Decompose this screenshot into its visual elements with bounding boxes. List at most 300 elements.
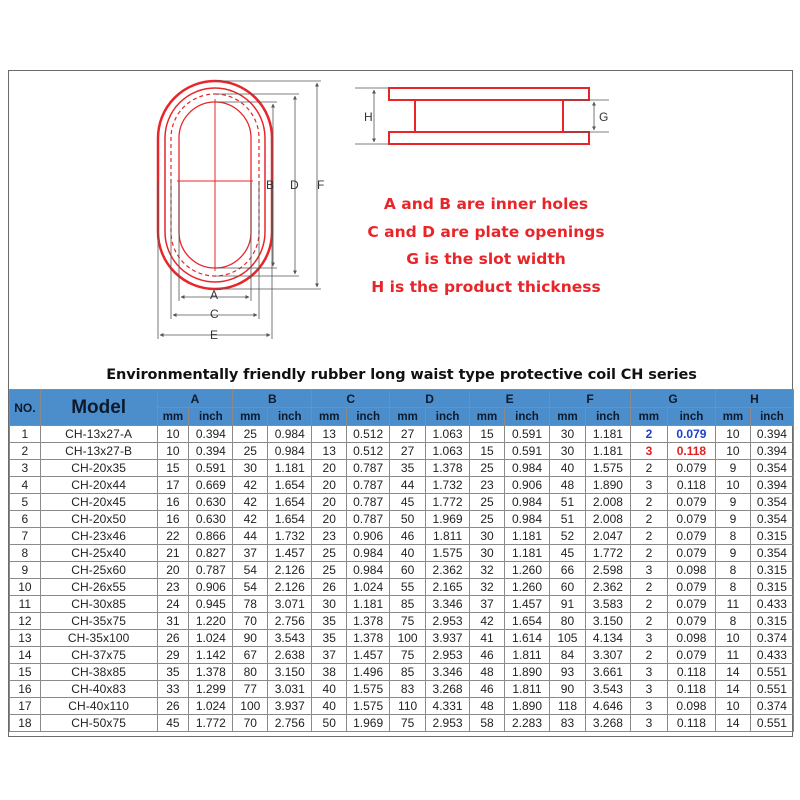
value-cell: 0.098 [667,562,715,579]
value-cell: 33 [157,681,189,698]
value-cell: 1.260 [504,562,549,579]
value-cell: 1.575 [347,698,390,715]
value-cell: 44 [233,528,268,545]
value-cell: 91 [550,596,586,613]
value-cell: 0.315 [750,562,793,579]
value-cell: 10 [716,698,751,715]
value-cell: 8 [716,579,751,596]
value-cell: 0.118 [667,443,715,460]
value-cell: 0.787 [347,460,390,477]
value-cell: 1.654 [268,511,312,528]
value-cell: 1.457 [268,545,312,562]
value-cell: 4.646 [585,698,630,715]
value-cell: 1.220 [189,613,233,630]
value-cell: 1.063 [426,426,470,443]
value-cell: 1.181 [504,528,549,545]
value-cell: 0.906 [189,579,233,596]
value-cell: 0.079 [667,579,715,596]
value-cell: 0.079 [667,613,715,630]
value-cell: 22 [157,528,189,545]
value-cell: 0.394 [750,426,793,443]
value-cell: 3.031 [268,681,312,698]
value-cell: 0.079 [667,460,715,477]
header-unit-inch: inch [585,408,630,426]
value-cell: 1.260 [504,579,549,596]
value-cell: 29 [157,647,189,664]
value-cell: 1.575 [426,545,470,562]
model-cell: CH-13x27-A [40,426,157,443]
header-unit-inch: inch [347,408,390,426]
value-cell: 3.268 [585,715,630,732]
table-row [10,630,794,647]
value-cell: 1.811 [426,528,470,545]
value-cell: 35 [312,613,347,630]
model-cell: CH-20x35 [40,460,157,477]
value-cell: 1.024 [189,698,233,715]
value-cell: 45 [550,545,586,562]
row-number: 17 [10,698,41,715]
dim-label-c: C [210,307,219,321]
value-cell: 55 [390,579,426,596]
model-cell: CH-35x75 [40,613,157,630]
table-row [10,477,794,494]
header-unit-inch: inch [268,408,312,426]
value-cell: 15 [470,426,505,443]
value-cell: 2.126 [268,562,312,579]
value-cell: 0.118 [667,477,715,494]
row-number: 7 [10,528,41,545]
value-cell: 75 [390,647,426,664]
row-number: 11 [10,596,41,613]
value-cell: 48 [470,698,505,715]
value-cell: 83 [390,681,426,698]
value-cell: 45 [390,494,426,511]
value-cell: 2 [630,460,667,477]
model-cell: CH-35x100 [40,630,157,647]
value-cell: 41 [470,630,505,647]
value-cell: 27 [390,443,426,460]
header-unit-mm: mm [233,408,268,426]
value-cell: 0.354 [750,460,793,477]
row-number: 9 [10,562,41,579]
value-cell: 0.098 [667,630,715,647]
row-number: 18 [10,715,41,732]
spec-sheet [8,70,793,737]
value-cell: 8 [716,528,751,545]
header-unit-inch: inch [426,408,470,426]
value-cell: 1.181 [347,596,390,613]
value-cell: 3.543 [268,630,312,647]
value-cell: 0.984 [504,511,549,528]
table-row [10,460,794,477]
value-cell: 2.283 [504,715,549,732]
value-cell: 10 [716,426,751,443]
value-cell: 30 [312,596,347,613]
value-cell: 0.591 [189,460,233,477]
value-cell: 35 [390,460,426,477]
model-cell: CH-40x83 [40,681,157,698]
value-cell: 21 [157,545,189,562]
front-view-dimensions [158,81,321,339]
value-cell: 0.315 [750,613,793,630]
model-cell: CH-37x75 [40,647,157,664]
table-title: Environmentally friendly rubber long waist type protective coil CH series [106,367,697,383]
value-cell: 2.953 [426,647,470,664]
value-cell: 0.787 [347,477,390,494]
value-cell: 25 [312,562,347,579]
value-cell: 42 [233,511,268,528]
value-cell: 3.268 [426,681,470,698]
value-cell: 1.614 [504,630,549,647]
header-unit-mm: mm [716,408,751,426]
value-cell: 27 [390,426,426,443]
value-cell: 20 [312,494,347,511]
value-cell: 1.181 [585,443,630,460]
value-cell: 0.866 [189,528,233,545]
model-cell: CH-20x50 [40,511,157,528]
value-cell: 10 [157,426,189,443]
value-cell: 3 [630,562,667,579]
table-row [10,426,794,443]
value-cell: 0.354 [750,494,793,511]
header-group-b: B [233,390,312,408]
value-cell: 1.299 [189,681,233,698]
value-cell: 0.433 [750,647,793,664]
side-view [389,88,589,144]
value-cell: 31 [157,613,189,630]
model-cell: CH-26x55 [40,579,157,596]
value-cell: 3.346 [426,664,470,681]
value-cell: 3.937 [268,698,312,715]
value-cell: 11 [716,596,751,613]
value-cell: 0.354 [750,545,793,562]
value-cell: 0.787 [189,562,233,579]
model-cell: CH-38x85 [40,664,157,681]
model-cell: CH-23x46 [40,528,157,545]
row-number: 2 [10,443,41,460]
value-cell: 54 [233,579,268,596]
value-cell: 1.654 [504,613,549,630]
value-cell: 80 [550,613,586,630]
value-cell: 1.654 [268,477,312,494]
value-cell: 26 [157,698,189,715]
value-cell: 90 [550,681,586,698]
row-number: 15 [10,664,41,681]
value-cell: 20 [157,562,189,579]
header-unit-inch: inch [667,408,715,426]
value-cell: 118 [550,698,586,715]
row-number: 6 [10,511,41,528]
model-cell: CH-25x60 [40,562,157,579]
value-cell: 1.575 [347,681,390,698]
row-number: 5 [10,494,41,511]
value-cell: 0.984 [504,494,549,511]
header-unit-inch: inch [750,408,793,426]
value-cell: 2 [630,596,667,613]
value-cell: 0.315 [750,528,793,545]
value-cell: 1.772 [585,545,630,562]
value-cell: 51 [550,511,586,528]
value-cell: 2.047 [585,528,630,545]
value-cell: 16 [157,494,189,511]
value-cell: 10 [157,443,189,460]
value-cell: 23 [470,477,505,494]
value-cell: 0.098 [667,698,715,715]
value-cell: 0.551 [750,681,793,698]
header-no: NO. [10,390,41,426]
value-cell: 2.008 [585,511,630,528]
value-cell: 2.126 [268,579,312,596]
header-unit-inch: inch [189,408,233,426]
value-cell: 60 [390,562,426,579]
value-cell: 2 [630,647,667,664]
value-cell: 44 [390,477,426,494]
value-cell: 0.945 [189,596,233,613]
value-cell: 1.024 [347,579,390,596]
value-cell: 2 [630,528,667,545]
value-cell: 3 [630,664,667,681]
table-row [10,494,794,511]
header-model: Model [40,390,157,426]
value-cell: 1.732 [268,528,312,545]
header-group-a: A [157,390,233,408]
value-cell: 3.150 [268,664,312,681]
value-cell: 2 [630,545,667,562]
value-cell: 0.079 [667,596,715,613]
value-cell: 1.457 [504,596,549,613]
value-cell: 1.575 [585,460,630,477]
value-cell: 3 [630,443,667,460]
grommet-diagram [9,71,794,363]
value-cell: 3.346 [426,596,470,613]
value-cell: 1.181 [585,426,630,443]
table-row [10,511,794,528]
value-cell: 25 [470,511,505,528]
value-cell: 0.630 [189,511,233,528]
value-cell: 0.669 [189,477,233,494]
value-cell: 8 [716,562,751,579]
value-cell: 4.331 [426,698,470,715]
header-unit-mm: mm [157,408,189,426]
model-cell: CH-20x45 [40,494,157,511]
value-cell: 1.496 [347,664,390,681]
header-unit-inch: inch [504,408,549,426]
header-unit-mm: mm [390,408,426,426]
value-cell: 45 [157,715,189,732]
value-cell: 0.118 [667,664,715,681]
value-cell: 23 [157,579,189,596]
header-group-e: E [470,390,550,408]
header-unit-mm: mm [470,408,505,426]
value-cell: 1.969 [347,715,390,732]
value-cell: 48 [550,477,586,494]
side-view-dimensions [355,88,609,144]
value-cell: 10 [716,443,751,460]
value-cell: 50 [390,511,426,528]
value-cell: 1.654 [268,494,312,511]
value-cell: 15 [157,460,189,477]
value-cell: 26 [312,579,347,596]
value-cell: 14 [716,664,751,681]
value-cell: 0.374 [750,698,793,715]
value-cell: 1.772 [189,715,233,732]
value-cell: 32 [470,562,505,579]
value-cell: 0.984 [268,426,312,443]
value-cell: 78 [233,596,268,613]
value-cell: 30 [470,528,505,545]
row-number: 4 [10,477,41,494]
note-slot-width: G is the slot width [406,250,566,268]
value-cell: 0.787 [347,511,390,528]
value-cell: 40 [550,460,586,477]
value-cell: 0.827 [189,545,233,562]
note-product-thickness: H is the product thickness [371,278,601,296]
value-cell: 0.984 [504,460,549,477]
value-cell: 25 [470,460,505,477]
value-cell: 0.984 [347,545,390,562]
value-cell: 10 [716,477,751,494]
value-cell: 0.394 [750,477,793,494]
row-number: 14 [10,647,41,664]
value-cell: 1.181 [504,545,549,562]
header-group-c: C [312,390,390,408]
value-cell: 38 [312,664,347,681]
value-cell: 37 [312,647,347,664]
row-number: 12 [10,613,41,630]
value-cell: 1.024 [189,630,233,647]
value-cell: 9 [716,460,751,477]
value-cell: 0.591 [504,426,549,443]
value-cell: 0.079 [667,545,715,562]
value-cell: 0.984 [268,443,312,460]
dim-label-a: A [210,288,219,302]
row-number: 16 [10,681,41,698]
dim-label-d: D [290,178,299,192]
model-cell: CH-30x85 [40,596,157,613]
dim-label-h: H [364,110,373,124]
value-cell: 67 [233,647,268,664]
value-cell: 0.551 [750,715,793,732]
value-cell: 46 [470,647,505,664]
value-cell: 2 [630,426,667,443]
value-cell: 1.890 [504,698,549,715]
table-row [10,579,794,596]
value-cell: 3.307 [585,647,630,664]
value-cell: 2.362 [426,562,470,579]
value-cell: 2 [630,613,667,630]
value-cell: 24 [157,596,189,613]
value-cell: 80 [233,664,268,681]
note-plate-openings: C and D are plate openings [367,223,605,241]
value-cell: 1.457 [347,647,390,664]
value-cell: 0.354 [750,511,793,528]
value-cell: 3.071 [268,596,312,613]
value-cell: 83 [550,715,586,732]
value-cell: 32 [470,579,505,596]
table-row [10,647,794,664]
value-cell: 2.953 [426,613,470,630]
row-number: 8 [10,545,41,562]
value-cell: 3 [630,715,667,732]
value-cell: 3.583 [585,596,630,613]
value-cell: 30 [550,443,586,460]
value-cell: 0.079 [667,494,715,511]
table-row [10,528,794,545]
value-cell: 1.969 [426,511,470,528]
value-cell: 3.150 [585,613,630,630]
value-cell: 25 [233,426,268,443]
value-cell: 1.378 [426,460,470,477]
value-cell: 9 [716,494,751,511]
dim-label-f: F [317,178,325,192]
value-cell: 25 [312,545,347,562]
table-row [10,681,794,698]
model-cell: CH-40x110 [40,698,157,715]
value-cell: 3.543 [585,681,630,698]
dim-label-e: E [210,328,219,342]
value-cell: 46 [470,681,505,698]
value-cell: 8 [716,613,751,630]
header-unit-mm: mm [630,408,667,426]
value-cell: 0.394 [189,443,233,460]
value-cell: 100 [390,630,426,647]
value-cell: 66 [550,562,586,579]
value-cell: 35 [157,664,189,681]
model-cell: CH-25x40 [40,545,157,562]
value-cell: 13 [312,426,347,443]
value-cell: 20 [312,511,347,528]
value-cell: 2 [630,511,667,528]
table-row [10,613,794,630]
note-inner-holes: A and B are inner holes [383,195,589,213]
value-cell: 35 [312,630,347,647]
value-cell: 0.906 [347,528,390,545]
value-cell: 110 [390,698,426,715]
value-cell: 85 [390,596,426,613]
dim-label-g: G [599,110,609,124]
value-cell: 0.118 [667,681,715,698]
spec-table-body [10,426,794,732]
value-cell: 0.630 [189,494,233,511]
value-cell: 48 [470,664,505,681]
value-cell: 17 [157,477,189,494]
value-cell: 2.598 [585,562,630,579]
value-cell: 1.142 [189,647,233,664]
value-cell: 0.079 [667,511,715,528]
table-row [10,698,794,715]
value-cell: 2.756 [268,613,312,630]
value-cell: 0.984 [347,562,390,579]
value-cell: 1.063 [426,443,470,460]
value-cell: 50 [312,715,347,732]
value-cell: 2.638 [268,647,312,664]
header-unit-mm: mm [312,408,347,426]
value-cell: 0.787 [347,494,390,511]
value-cell: 60 [550,579,586,596]
value-cell: 105 [550,630,586,647]
value-cell: 84 [550,647,586,664]
value-cell: 3 [630,698,667,715]
value-cell: 3 [630,681,667,698]
value-cell: 3 [630,630,667,647]
value-cell: 26 [157,630,189,647]
value-cell: 2 [630,494,667,511]
value-cell: 2.362 [585,579,630,596]
value-cell: 30 [470,545,505,562]
value-cell: 52 [550,528,586,545]
value-cell: 0.394 [750,443,793,460]
value-cell: 1.378 [347,630,390,647]
